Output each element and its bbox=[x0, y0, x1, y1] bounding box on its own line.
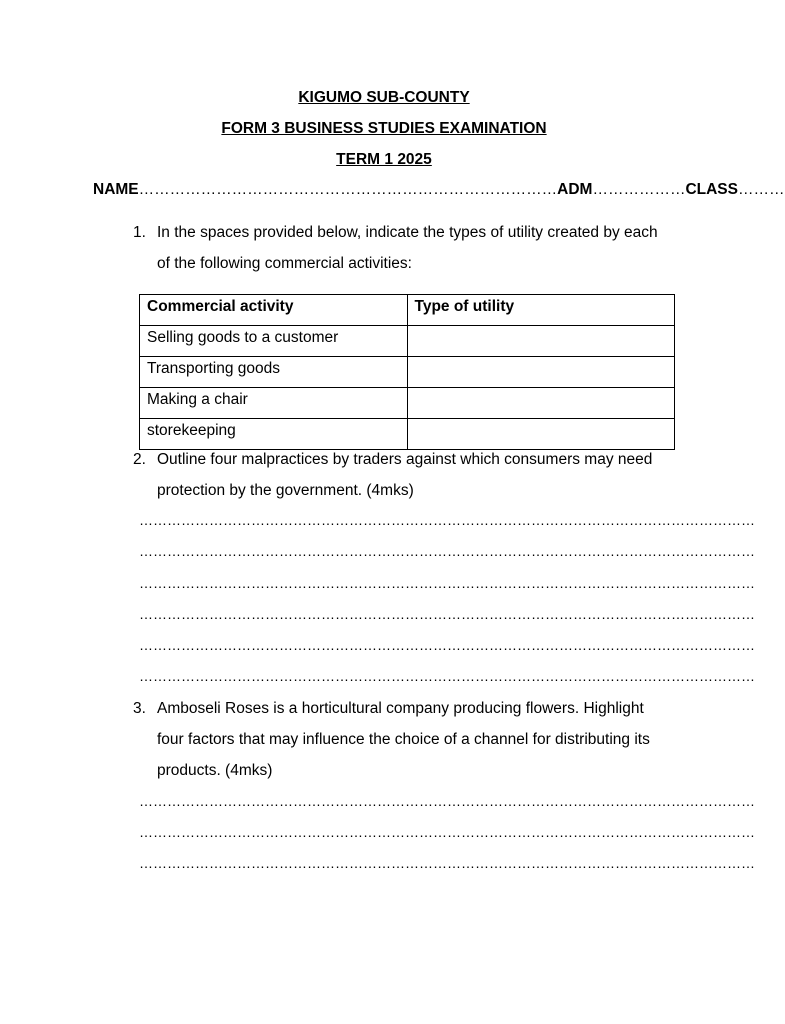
table-header-row bbox=[140, 295, 675, 326]
answer-line[interactable]: …………………………………………………………………………………………………………………… bbox=[139, 793, 755, 809]
activity-cell: Transporting goods bbox=[140, 357, 408, 388]
table-header-cell: Type of utility bbox=[407, 295, 675, 326]
adm-label: ADM bbox=[557, 181, 593, 198]
question-2 bbox=[133, 444, 673, 506]
activity-cell: Selling goods to a customer bbox=[140, 326, 408, 357]
answer-line[interactable]: …………………………………………………………………………………………………………………… bbox=[139, 824, 755, 840]
answer-line[interactable]: …………………………………………………………………………………………………………………… bbox=[139, 606, 755, 622]
table-row bbox=[140, 326, 675, 357]
answer-line[interactable]: …………………………………………………………………………………………………………………… bbox=[139, 668, 755, 684]
answer-line[interactable]: …………………………………………………………………………………………………………………… bbox=[139, 512, 755, 528]
name-label: NAME bbox=[93, 181, 139, 198]
question-3 bbox=[133, 693, 673, 786]
school-title: KIGUMO SUB-COUNTY bbox=[298, 89, 470, 106]
utility-table bbox=[139, 294, 675, 450]
question-3-number: 3. bbox=[133, 700, 146, 717]
activity-cell: Making a chair bbox=[140, 388, 408, 419]
table-row bbox=[140, 388, 675, 419]
question-2-text: Outline four malpractices by traders against which consumers may need protection by the government. (4mks) bbox=[157, 451, 653, 499]
answer-line[interactable]: …………………………………………………………………………………………………………………… bbox=[139, 855, 755, 871]
utility-answer-cell[interactable] bbox=[407, 326, 675, 357]
student-details-line bbox=[93, 181, 785, 199]
class-label: CLASS bbox=[685, 181, 738, 198]
name-blank[interactable]: ……………………………………………………………………… bbox=[138, 181, 558, 198]
class-blank[interactable]: ……… bbox=[738, 181, 785, 198]
term-title: TERM 1 2025 bbox=[336, 151, 432, 168]
utility-answer-cell[interactable] bbox=[407, 357, 675, 388]
question-1-text: In the spaces provided below, indicate the types of utility created by each of the following commercial activities: bbox=[157, 224, 658, 272]
answer-line[interactable]: …………………………………………………………………………………………………………………… bbox=[139, 543, 755, 559]
activity-cell: storekeeping bbox=[140, 419, 408, 450]
table-header-cell: Commercial activity bbox=[140, 295, 408, 326]
adm-blank[interactable]: ……………… bbox=[592, 181, 686, 198]
exam-title: FORM 3 BUSINESS STUDIES EXAMINATION bbox=[221, 120, 547, 137]
question-2-number: 2. bbox=[133, 451, 146, 468]
question-1-number: 1. bbox=[133, 224, 146, 241]
answer-line[interactable]: …………………………………………………………………………………………………………………… bbox=[139, 575, 755, 591]
utility-answer-cell[interactable] bbox=[407, 388, 675, 419]
question-1 bbox=[133, 217, 673, 279]
answer-line[interactable]: …………………………………………………………………………………………………………………… bbox=[139, 637, 755, 653]
table-row bbox=[140, 357, 675, 388]
question-3-text: Amboseli Roses is a horticultural company producing flowers. Highlight four factors that may influence the choice of a channel for distributing its products. (4mks) bbox=[157, 700, 650, 779]
